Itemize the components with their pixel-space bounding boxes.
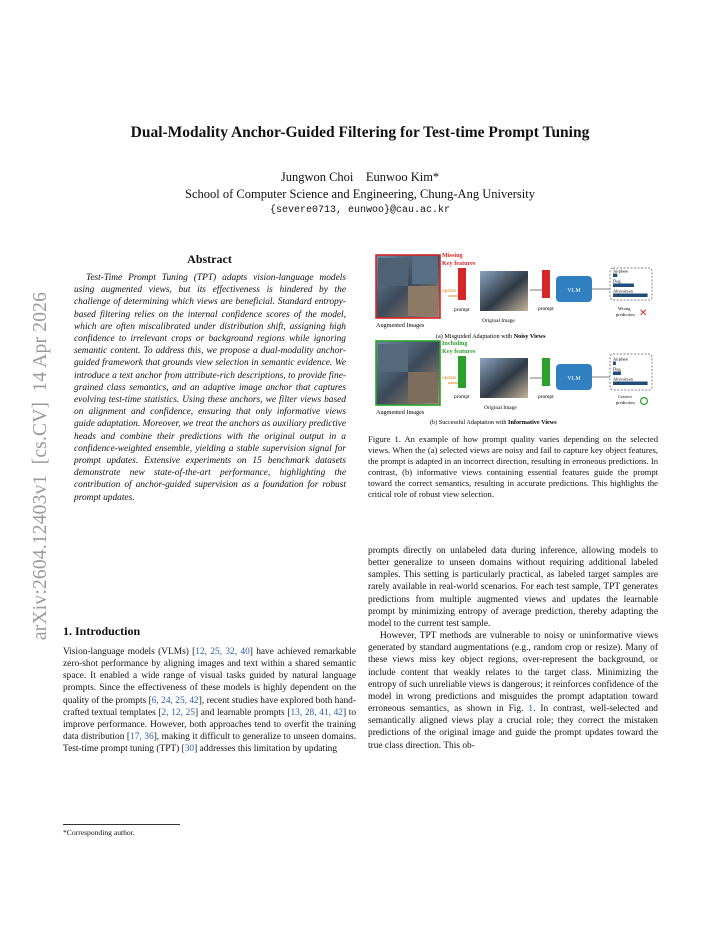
prediction-bar: [613, 274, 617, 278]
introduction-heading: 1. Introduction: [63, 624, 141, 638]
class-label: Dog: [613, 366, 621, 372]
introduction-body: [63, 646, 356, 755]
svg-text:Augmented Images: Augmented Images: [376, 409, 425, 416]
figure-ref-link[interactable]: 1: [528, 704, 534, 715]
prompt-block: [458, 268, 466, 300]
figure-1: [368, 248, 660, 428]
citation-link[interactable]: 13, 28, 41, 42: [290, 707, 343, 718]
author-email: {severe0713, eunwoo}@cau.ac.kr: [269, 205, 451, 216]
original-image: [480, 271, 528, 311]
svg-text:Original Image: Original Image: [484, 405, 517, 411]
affiliation: School of Computer Science and Engineering, Chung-Ang University: [185, 187, 535, 201]
augmented-label: Augmented Images: [376, 322, 425, 329]
abstract-heading: Abstract: [187, 252, 232, 266]
citation-link[interactable]: 12, 25, 32, 40: [195, 647, 250, 657]
prediction-bar: [613, 294, 648, 298]
authors: Jungwon Choi Eunwoo Kim*: [280, 170, 440, 184]
prompt-label: prompt: [454, 307, 470, 313]
missing-label-1: Missing: [442, 252, 463, 259]
class-label: Abyssinian: [613, 288, 633, 294]
including-label-1: Including: [442, 340, 468, 347]
panel-a-caption: (a) Misguided Adaptation with Noisy Views: [436, 333, 546, 340]
svg-text:prompt: prompt: [454, 394, 470, 400]
citation-link[interactable]: 2, 12, 25: [161, 707, 195, 718]
panel-b-caption: (b) Successful Adaptation with Informative Views: [430, 419, 557, 426]
svg-text:update: update: [442, 375, 457, 381]
correct-label-1: Correct: [618, 394, 632, 399]
right-column-text: [368, 545, 658, 752]
citation-link[interactable]: 17, 36: [130, 732, 154, 743]
arxiv-id: arXiv:2604.12403v1 [cs.CV] 14 Apr 2026: [30, 291, 51, 641]
citation-link[interactable]: 30: [184, 744, 195, 755]
prompt-block-correct: [458, 356, 466, 388]
missing-label-2: Key features: [442, 260, 476, 267]
figure-panel-b: [376, 340, 652, 426]
footnote-rule: [63, 824, 180, 825]
introduction-paragraph: Vision-language models (VLMs) [12, 25, 32, 40] have achieved remarkable zero-shot performance by aligning images and text within a shared semantic space. It enabled a wide range of visual tasks guided by natural language prompts. Since the effectiveness of these models is highly dependent on the quality of the prompts [6, 24, 25, 42], recent studies have explored both hand-crafted textual templates [2, 12, 25] and learnable prompts [13, 28, 41, 42] to improve performance. However, both approaches tend to overfit the training data distribution [17, 36], making it difficult to generalize to unseen domains. Test-time prompt tuning (TPT) [30] addresses this limitation by updating: [63, 647, 357, 755]
prediction-bar: [613, 284, 634, 288]
svg-text:prompt: prompt: [538, 394, 554, 400]
update-label: update: [442, 288, 457, 294]
vlm-label: VLM: [567, 288, 581, 294]
class-label: Abyssinian: [613, 376, 633, 382]
figure-panel-a: [376, 252, 652, 340]
paper-title: Dual-Modality Anchor-Guided Filtering for Test-time Prompt Tuning: [130, 124, 590, 141]
including-label-2: Key features: [442, 348, 476, 355]
abstract-text: Test-Time Prompt Tuning (TPT) adapts vision-language models using augmented views, but its effectiveness is hindered by the challenge of determining which views are beneficial. Standard entropy-based filtering relies on the internal confidence scores of the model, which are often miscalibrated under distribution shift, assigning high confidence to irrelevant crops or background regions while ignoring semantic content. To address this, we propose a dual-modality anchor-guided framework that grounds view selection in semantic evidence. We introduce a text anchor from attribute-rich descriptions, to provide fine-grained class semantics, and an adaptive image anchor that captures evolving test-time statistics. Using these anchors, we filter views based on alignment and confidence, ensuring that only informative views guide adaptation. Moreover, we treat the anchors as auxiliary predictive heads and combine their predictions with the original output in a confidence-weighted ensemble, yielding a stable supervision signal for prompt updates. Extensive experiments on 15 benchmark datasets demonstrate new state-of-the-art performance, highlighting the contribution of anchor-guided supervision as a foundation for robust prompt updates.: [74, 273, 346, 503]
class-label: Airplane: [613, 268, 629, 274]
prediction-bar: [613, 372, 621, 376]
original-label: Original Image: [482, 318, 515, 324]
abstract-body: [74, 272, 346, 504]
class-label: Airplane: [613, 356, 629, 362]
svg-text:prompt: prompt: [538, 306, 554, 312]
arxiv-watermark: [30, 250, 52, 682]
right-paragraph-1: prompts directly on unlabeled data during inference, allowing models to better generalize to unseen domains without requiring additional labeled samples. This setting is particularly practical, as labeled target samples are rarely available in real-world scenarios. For each test sample, TPT generates predictions from multiple augmented views and updates the learnable prompt by minimizing entropy of average prediction, thereby adapting the model to the current test sample.: [368, 546, 658, 629]
class-label: Dog: [613, 278, 621, 284]
figure-caption: Figure 1. An example of how prompt quality varies depending on the selected views. When the (a) selected views are noisy and fail to capture key object features, the prompt is adapted in an incorrect direction, resulting in erroneous predictions. In contrast, (b) informative views containing essential features guide the prompt toward the correct semantics, resulting in accurate predictions. This highlights the critical role of robust view selection.: [368, 434, 658, 500]
svg-text:VLM: VLM: [567, 376, 581, 382]
citation-link[interactable]: 6, 24, 25, 42: [151, 695, 199, 706]
correct-label-2: prediction: [616, 400, 635, 405]
prediction-bar: [613, 362, 616, 366]
footnote: *Corresponding author.: [63, 828, 135, 837]
wrong-label-1: Wrong: [618, 306, 631, 311]
wrong-label-2: prediction: [616, 312, 635, 317]
wrong-x-icon: ✕: [639, 308, 648, 319]
right-paragraph-2: However, TPT methods are vulnerable to noisy or uninformative views generated by standard augmentations (e.g., random crop or resize). Many of these views miss key object regions, over-represent the background, or include content that weakly relates to the target class. Minimizing the entropy of such unreliable views is dangerous; it reinforces confidence of the model in wrong predictions and misguides the prompt adaptation toward erroneous semantics, as shown in Fig. 1. In contrast, well-selected and semantically aligned views play a crucial role; they correct the mistaken predictions of the original image and guide the prompt updates toward the true class direction. This ob-: [368, 631, 658, 751]
correct-check-icon: [641, 398, 648, 405]
prediction-bar: [613, 382, 648, 386]
